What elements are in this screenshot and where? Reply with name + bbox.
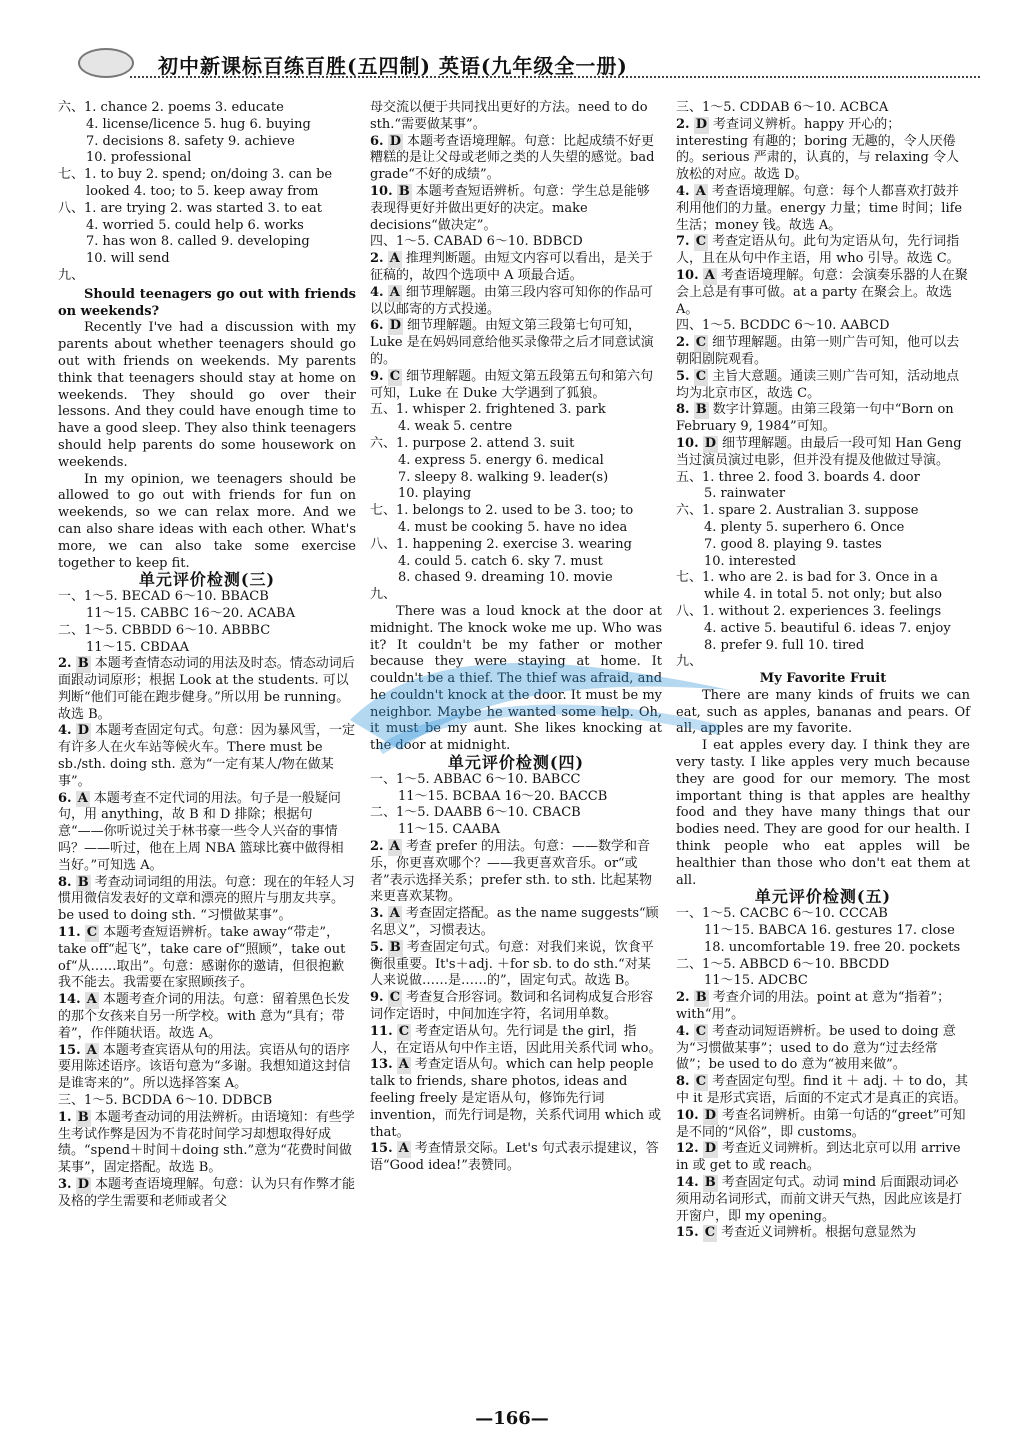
question-number: 11. — [370, 1023, 393, 1039]
explanation — [676, 402, 970, 436]
question-number: 13. — [370, 1057, 393, 1073]
answer-line: 九、 — [370, 587, 397, 603]
answer-key: B — [704, 1175, 716, 1190]
question-number: 10. — [676, 1107, 699, 1123]
explanation-text: 本题考查情态动词的用法及时态。情态动词后面跟动词原形；根据 Look at the students. 可以判断“他们可能在跑步健身。”所以用 be running。故选 B。 — [58, 656, 355, 722]
answer-line: 五、1. whisper 2. frightened 3. park — [370, 402, 606, 418]
answer-key: D — [389, 133, 401, 149]
question-number: 2. — [676, 335, 690, 351]
answer-line: 三、1～5. BCDDA 6～10. DDBCB — [58, 1093, 273, 1109]
explanation-text: 考查固定搭配。as the name suggests“顾名思义”，习惯表达。 — [370, 906, 659, 939]
explanation — [370, 369, 662, 403]
answer-line: 10. will send — [86, 251, 170, 267]
answer-line: 7. sleepy 8. walking 9. leader(s) — [398, 469, 609, 485]
answer-key: B — [77, 656, 89, 672]
explanation-text: 考查定语从句。先行词是 the girl，指人，在定语从句中作主语，因此用关系代词 who。 — [370, 1023, 662, 1056]
explanation — [370, 134, 662, 184]
explanation — [676, 184, 970, 234]
explanation-text: 本题考查短语辨析。take away“带走”，take off“起飞”，take care of“照顾”，take out of“从……取出”。句意：感谢你的邀请，但很抱歉我不能去。我需要在家照顾孩子。 — [58, 925, 346, 991]
answer-line: 八、1. without 2. experiences 3. feelings — [676, 603, 942, 619]
answer-key: A — [398, 1141, 409, 1157]
explanation — [370, 906, 662, 940]
answer-key: A — [389, 251, 400, 267]
answer-line: 8. prefer 9. full 10. tired — [704, 637, 865, 653]
explanation — [370, 285, 662, 319]
explanation — [676, 1074, 970, 1108]
answer-key: C — [695, 368, 707, 384]
explanation — [370, 839, 662, 906]
answer-key: B — [389, 939, 401, 955]
answer-line: 二、1～5. CBBDD 6～10. ABBBC — [58, 622, 271, 638]
explanation — [676, 117, 970, 184]
explanation-text: 数字计算题。由第三段第一句中“Born on February 9, 1984”可知。 — [676, 402, 954, 435]
essay-paragraph: Recently I've had a discussion with my parents about whether teenagers should go out with friends on weekends. My parents think that teenagers should stay at home on weekends. They should go over their lessons. And they could have enough time to have a good sleep. They also think teenagers should help parents do some housework on weekends. — [58, 320, 356, 470]
section-title: 单元评价检测(五) — [754, 887, 892, 907]
explanation — [676, 335, 970, 369]
explanation — [370, 184, 662, 234]
question-number: 11. — [58, 925, 81, 941]
answer-line: 4. active 5. beautiful 6. ideas 7. enjoy — [704, 620, 951, 636]
explanation-text: 考查词义辨析。happy 开心的；interesting 有趣的；boring 无趣的，令人厌倦的。serious 严肃的，认真的，与 relaxing 令人放松的对应。故选 D。 — [676, 116, 960, 183]
answer-key: D — [704, 1141, 717, 1157]
explanation — [370, 940, 662, 990]
answer-line: 二、1～5. DAABB 6～10. CBACB — [370, 805, 581, 821]
answer-key: A — [695, 183, 706, 199]
answer-line: 六、1. purpose 2. attend 3. suit — [370, 435, 575, 451]
answer-line: 八、1. are trying 2. was started 3. to eat — [58, 200, 322, 216]
question-number: 6. — [370, 318, 384, 334]
explanation — [676, 990, 970, 1024]
answer-key: C — [398, 1023, 410, 1039]
explanation-text: 母交流以便于共同找出更好的方法。need to do sth.“需要做某事”。 — [370, 100, 648, 132]
explanation-text: 考查固定句型。find it ＋ adj. ＋ to do，其中 it 是形式宾语，后面的不定式才是真正的宾语。 — [676, 1074, 969, 1107]
answer-line: 4. license/licence 5. hug 6. buying — [86, 116, 311, 132]
explanation-text: 考查固定句式。句意：对我们来说，饮食平衡很重要。It's＋adj. ＋for sb. to do sth.“对某人来说做……是……的”，固定句式。故选 B。 — [370, 939, 654, 989]
answer-line: 九、 — [676, 654, 703, 670]
answer-line: 11～15. BCBAA 16～20. BACCB — [398, 788, 608, 804]
answer-key: A — [389, 906, 400, 922]
explanation-text: 考查动词词组的用法。句意：现在的年轻人习惯用微信发表好的文章和漂亮的照片与朋友共享。be used to doing sth. “习惯做某事”。 — [58, 874, 355, 924]
answer-key: A — [86, 992, 97, 1008]
answer-line: 4. must be cooking 5. have no idea — [398, 519, 628, 535]
answer-line: 7. good 8. playing 9. tastes — [704, 536, 882, 552]
explanation — [370, 318, 662, 368]
answer-line: 10. playing — [398, 486, 472, 502]
question-number: 14. — [58, 992, 81, 1008]
answer-key: C — [695, 1074, 707, 1090]
answer-line: 4. express 5. energy 6. medical — [398, 452, 604, 468]
answer-line: 六、1. spare 2. Australian 3. suppose — [676, 503, 919, 519]
explanation-text: 考查定语从句。此句为定语从句，先行词指人，且在从句中作主语，用 who 引导。故选 C。 — [676, 234, 960, 267]
explanation-text: 本题考查短语辨析。句意：学生总是能够表现得更好并做出更好的决定。make decisions“做决定”。 — [370, 183, 650, 233]
explanation-text: 主旨大意题。通读三则广告可知，活动地点均为北京市区，故选 C。 — [676, 368, 960, 401]
answer-key: B — [695, 402, 707, 418]
explanation — [676, 1141, 970, 1175]
question-number: 9. — [370, 368, 384, 384]
explanation — [370, 251, 662, 285]
answer-line: 七、1. to buy 2. spend; on/doing 3. can be — [58, 167, 333, 183]
explanation-text: 考查动词短语辨析。be used to doing 意为“习惯做某事”；used to do 意为“过去经常做”；be used to do 意为“被用来做”。 — [676, 1023, 956, 1073]
explanation-text: 本题考查宾语从句的用法。宾语从句的语序要用陈述语序。该语句意为“多谢。我想知道这封信是谁寄来的”。所以选择答案 A。 — [58, 1042, 351, 1092]
answer-key: C — [389, 990, 401, 1006]
book-logo-icon — [78, 48, 134, 78]
explanation — [370, 1141, 662, 1175]
explanation-text: 本题考查不定代词的用法。句子是一般疑问句，用 anything，故 B 和 D 排除；根据句意“——你听说过关于林书豪一些令人兴奋的事情吗？——听过，他在上周 NBA 篮球比赛中做得相当好。”可知选 A。 — [58, 790, 344, 873]
answer-line: 18. uncomfortable 19. free 20. pockets — [704, 939, 961, 955]
question-number: 1. — [58, 1109, 72, 1125]
answer-line: 七、1. who are 2. is bad for 3. Once in a — [676, 570, 938, 586]
explanation — [58, 1110, 356, 1177]
question-number: 4. — [676, 183, 690, 199]
answer-line: 8. chased 9. dreaming 10. movie — [398, 570, 613, 586]
answer-key: A — [389, 839, 400, 855]
question-number: 2. — [676, 990, 690, 1006]
answer-line: 11～15. CAABA — [398, 822, 501, 838]
answer-line: 7. has won 8. called 9. developing — [86, 234, 310, 250]
answer-line: 5. rainwater — [704, 486, 786, 502]
explanation — [676, 436, 970, 470]
explanation-text: 考查情景交际。Let's 句式表示提建议，答语“Good idea!”表赞同。 — [370, 1141, 659, 1174]
answer-line: 4. worried 5. could help 6. works — [86, 217, 304, 233]
question-number: 6. — [58, 790, 72, 806]
question-number: 3. — [370, 906, 384, 922]
explanation-text: 考查近义词辨析。到达北京可以用 arrive in 或 get to 或 reach。 — [676, 1141, 961, 1174]
answer-line: 三、1～5. CDDAB 6～10. ACBCA — [676, 100, 889, 115]
answer-line: 六、1. chance 2. poems 3. educate — [58, 100, 284, 115]
question-number: 9. — [370, 990, 384, 1006]
question-number: 2. — [676, 116, 690, 132]
header-title: 初中新课标百练百胜(五四制) 英语(九年级全一册) — [158, 54, 628, 78]
answer-line: 五、1. three 2. food 3. boards 4. door — [676, 469, 920, 485]
explanation-text: 细节理解题。由第三段内容可知你的作品可以以邮寄的方式投递。 — [370, 284, 653, 317]
answer-key: D — [77, 1177, 89, 1192]
essay-paragraph: In my opinion, we teenagers should be allowed to go out with friends for fun on weekends, so we can relax more. And we can also share ideas with each other. What's more, we can also take some exercise together to keep fit. — [58, 471, 356, 571]
question-number: 10. — [676, 267, 699, 283]
explanation-text: 考查语境理解。句意：每个人都喜欢打鼓并利用他们的力量。energy 力量；time 时间；life 生活；money 钱。故选 A。 — [676, 183, 963, 233]
explanation-text: 细节理解题。由第一则广告可知，他可以去朝阳剧院观看。 — [676, 335, 960, 367]
question-number: 2. — [370, 251, 384, 267]
question-number: 8. — [676, 402, 690, 418]
question-number: 2. — [58, 656, 72, 672]
answer-line: 11～15. CABBC 16～20. ACABA — [86, 605, 296, 621]
page-number: —166— — [475, 1408, 549, 1429]
explanation — [58, 723, 356, 790]
answer-key: D — [77, 723, 89, 739]
answer-key: A — [77, 790, 88, 806]
explanation-text: 考查名词辨析。由第一句话的“greet”可知是不同的“风俗”，即 customs。 — [676, 1107, 966, 1140]
header-divider — [130, 76, 980, 78]
explanation — [676, 268, 970, 318]
explanation — [58, 656, 356, 723]
question-number: 10. — [370, 183, 393, 199]
explanation — [676, 1024, 970, 1074]
answer-key: B — [695, 990, 707, 1006]
explanation — [676, 234, 970, 268]
answer-line: 11～15. BABCA 16. gestures 17. close — [704, 923, 955, 939]
answer-key: A — [86, 1042, 97, 1058]
column-2 — [370, 100, 662, 1175]
answer-line: while 4. in total 5. not only; but also — [704, 587, 942, 603]
question-number: 14. — [676, 1175, 699, 1190]
explanation — [370, 1024, 662, 1058]
essay-title: My Favorite Fruit — [759, 671, 887, 687]
column-3 — [676, 100, 970, 1242]
answer-line: 四、1～5. CABAD 6～10. BDBCD — [370, 234, 583, 250]
question-number: 5. — [676, 368, 690, 384]
answer-line: 4. weak 5. centre — [398, 419, 513, 435]
answer-line: 八、1. happening 2. exercise 3. wearing — [370, 536, 632, 552]
question-number: 4. — [676, 1023, 690, 1039]
explanation — [676, 1108, 970, 1142]
answer-line: 4. could 5. catch 6. sky 7. must — [398, 553, 603, 569]
explanation — [58, 992, 356, 1042]
question-number: 15. — [676, 1225, 699, 1241]
answer-line: 九、 — [58, 267, 85, 283]
explanation-text: 考查近义词辨析。根据句意显然为 — [721, 1225, 917, 1241]
explanation-text: 考查复合形容词。数词和名词构成复合形容词作定语时，中间加连字符，名词用单数。 — [370, 990, 654, 1023]
explanation-text: 本题考查语境理解。句意：认为只有作弊才能及格的学生需要和老师或者父 — [58, 1177, 356, 1209]
question-number: 15. — [370, 1141, 393, 1157]
question-number: 8. — [676, 1074, 690, 1090]
answer-line: 10. professional — [86, 150, 192, 166]
answer-key: A — [704, 267, 715, 283]
answer-line: 四、1～5. BCDDC 6～10. AABCD — [676, 318, 890, 334]
answer-key: C — [695, 234, 707, 250]
explanation-text: 推理判断题。由短文内容可以看出，是关于征稿的，故四个选项中 A 项最合适。 — [370, 251, 653, 283]
question-number: 10. — [676, 435, 699, 451]
explanation-text: 考查 prefer 的用法。句意：——数学和音乐，你更喜欢哪个？——我更喜欢音乐。or“或者”表示选择关系；prefer sth. to sth. 比起某物来更喜欢某物。 — [370, 839, 652, 905]
page-header — [40, 40, 980, 80]
explanation-text: 考查语境理解。句意：会演奏乐器的人在聚会上总是有事可做。at a party 在聚会上。故选 A。 — [676, 267, 968, 317]
question-number: 4. — [58, 723, 72, 739]
answer-line: 4. plenty 5. superhero 6. Once — [704, 519, 905, 535]
question-number: 7. — [676, 234, 690, 250]
explanation-text: 考查固定句式。动词 mind 后面跟动词必须用动名词形式，而前文讲天气热，因此应该是打开窗户，即 my opening。 — [676, 1175, 963, 1224]
explanation-text: 本题考查语境理解。句意：比起成绩不好更糟糕的是让父母或老师之类的人失望的感觉。bad grade“不好的成绩”。 — [370, 133, 655, 183]
explanation — [676, 369, 970, 403]
explanation — [58, 875, 356, 925]
answer-line: looked 4. too; to 5. keep away from — [86, 183, 319, 199]
answer-key: A — [398, 1057, 409, 1073]
answer-line: 11～15. ADCBC — [704, 973, 808, 989]
story-paragraph: There was a loud knock at the door at midnight. The knock woke me up. Who was it? It couldn't be my father or mother because they were staying at home. It couldn't be a thief. The thief was afraid, and he couldn't knock at the door. It must be my neighbor. Maybe he wanted some help. Oh, it must be my aunt. She likes knocking at the door at midnight. — [370, 603, 663, 754]
section-title: 单元评价检测(三) — [138, 570, 276, 590]
answer-key: D — [389, 318, 401, 334]
explanation — [370, 990, 662, 1024]
answer-line: 二、1～5. ABBCD 6～10. BBCDD — [676, 956, 890, 972]
question-number: 4. — [370, 284, 384, 300]
answer-line: 一、1～5. CACBC 6～10. CCCAB — [676, 906, 888, 922]
question-number: 3. — [58, 1177, 72, 1192]
explanation-text: 细节理解题。由短文第五段第五句和第六句可知，Luke 在 Duke 大学遇到了狐狼。 — [370, 368, 654, 401]
question-number: 8. — [58, 874, 72, 890]
question-number: 5. — [370, 939, 384, 955]
section-title: 单元评价检测(四) — [447, 753, 585, 773]
answer-key: C — [86, 925, 98, 941]
answer-line: 一、1～5. ABBAC 6～10. BABCC — [370, 771, 581, 787]
explanation-text: 细节理解题。由最后一段可知 Han Geng 当过演员演过电影，但并没有提及他做过导演。 — [676, 435, 962, 468]
explanation-text: 本题考查介词的用法。句意：留着黑色长发的那个女孩来自另一所学校。with 意为“具有；带着”，作伴随状语。故选 A。 — [58, 992, 350, 1041]
answer-key: C — [704, 1225, 716, 1241]
answer-key: D — [704, 435, 717, 451]
question-number: 12. — [676, 1141, 699, 1157]
explanation — [676, 1225, 970, 1242]
answer-key: B — [77, 874, 89, 890]
explanation-text: 考查介词的用法。point at 意为“指着”；with“用”。 — [676, 990, 951, 1023]
answer-key: C — [695, 335, 707, 351]
essay-title: Should teenagers go out with friends on weekends? — [58, 286, 356, 319]
answer-key: D — [704, 1107, 717, 1123]
explanation-text: 考查定语从句。which can help people talk to friends, share photos, ideas and feeling freely 是定语从句，修饰先行词 invention，而先行词是物，关系代词用 which 或 that。 — [370, 1057, 662, 1140]
question-number: 15. — [58, 1042, 81, 1058]
answer-key: C — [389, 368, 401, 384]
question-number: 6. — [370, 133, 384, 149]
explanation — [370, 1057, 662, 1141]
answer-line: 7. decisions 8. safety 9. achieve — [86, 133, 295, 149]
essay-paragraph: I eat apples every day. I think they are very tasty. I like apples very much because they are good for our memory. The most important thing is that apples are healthy food and they have many things that our bodies need. They are good for our health. I think people who eat apples will be healthier than those who don't eat them at all. — [676, 738, 970, 888]
explanation — [676, 1175, 970, 1225]
explanation-text: 细节理解题。由短文第三段第七句可知，Luke 是在妈妈同意给他买录像带之后才同意试演的。 — [370, 318, 654, 367]
answer-key: B — [398, 183, 410, 199]
answer-key: D — [695, 116, 707, 132]
explanation — [58, 1043, 356, 1093]
answer-line: 七、1. belongs to 2. used to be 3. too; to — [370, 503, 634, 519]
answer-line: 11～15. CBDAA — [86, 639, 190, 655]
answer-key: B — [77, 1109, 89, 1125]
answer-key: C — [695, 1023, 707, 1039]
question-number: 2. — [370, 839, 384, 855]
column-1 — [58, 100, 356, 1211]
explanation — [58, 1177, 356, 1211]
explanation-text: 本题考查固定句式。句意：因为暴风雪，一定有许多人在火车站等候火车。There must be sb./sth. doing sth. 意为“一定有某人/物在做某事”。 — [58, 723, 356, 789]
explanation-text: 本题考查动词的用法辨析。由语境知：有些学生考试作弊是因为不肯花时间学习却想取得好成绩。“spend＋时间＋doing sth.”意为“花费时间做某事”，固定搭配。故选 B。 — [58, 1109, 355, 1176]
explanation — [58, 791, 356, 875]
answer-line: 10. interested — [704, 553, 797, 569]
answer-line: 一、1～5. BECAD 6～10. BBACB — [58, 589, 269, 605]
answer-key: A — [389, 284, 400, 300]
explanation — [58, 925, 356, 992]
essay-paragraph: There are many kinds of fruits we can eat, such as apples, bananas and pears. Of all, apples are my favorite. — [676, 687, 970, 737]
